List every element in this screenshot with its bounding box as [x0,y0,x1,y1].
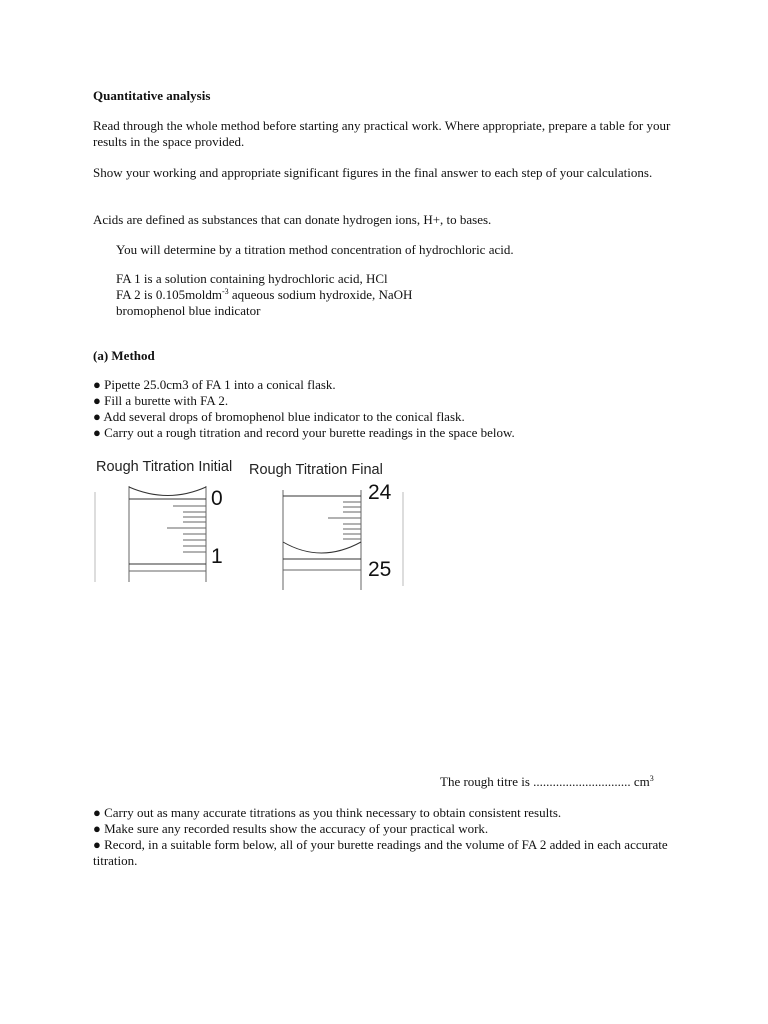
burette-readings-figure [93,482,413,594]
material-fa2: FA 2 is 0.105moldm$^{-3}$ aqueous sodium hydroxide, NaOH [116,287,413,302]
intro-paragraph-3: Acids are defined as substances that can donate hydrogen ions, H+, to bases. [93,212,492,227]
method-step: ● Fill a burette with FA 2. [93,393,229,408]
method-steps [93,377,515,441]
accurate-step-record: ● Record, in a suitable form below, all of your burette readings and the volume of FA 2 added in each accurate titration. [93,837,668,868]
accurate-steps [93,805,561,837]
final-top-label: 24 [368,481,392,504]
initial-bottom-label: 1 [211,545,223,568]
initial-top-label: 0 [211,487,223,510]
final-burette-title: Rough Titration Final [249,462,383,478]
materials-list [93,271,412,319]
material-fa1: FA 1 is a solution containing hydrochloric acid, HCl [116,271,388,286]
intro-paragraph-2: Show your working and appropriate significant figures in the final answer to each step of your calculations. [93,165,653,180]
method-heading: (a) Method [93,348,155,363]
initial-burette-title: Rough Titration Initial [96,459,233,475]
rough-titre-unit: cm [630,774,650,789]
rough-titre-label: The rough titre is .............................. [440,774,631,789]
page-title: Quantitative analysis [93,88,211,103]
method-step: ● Pipette 25.0cm3 of FA 1 into a conical flask. [93,377,336,392]
accurate-step: ● Make sure any recorded results show the accuracy of your practical work. [93,821,489,836]
final-bottom-label: 25 [368,558,392,581]
accurate-step: ● Carry out as many accurate titrations as you think necessary to obtain consistent results. [93,805,562,820]
intro-paragraph-1: Read through the whole method before starting any practical work. Where appropriate, prepare a table for your results in the space provided. [93,118,671,149]
initial-burette [95,486,206,582]
method-step: ● Add several drops of bromophenol blue indicator to the conical flask. [93,409,465,424]
intro-paragraph-4: You will determine by a titration method concentration of hydrochloric acid. [116,242,514,257]
material-indicator: bromophenol blue indicator [116,303,261,318]
rough-titre-answer-line[interactable]: The rough titre is .............................. $cm^3$ [440,774,654,789]
method-step: ● Carry out a rough titration and record your burette readings in the space below. [93,425,515,440]
